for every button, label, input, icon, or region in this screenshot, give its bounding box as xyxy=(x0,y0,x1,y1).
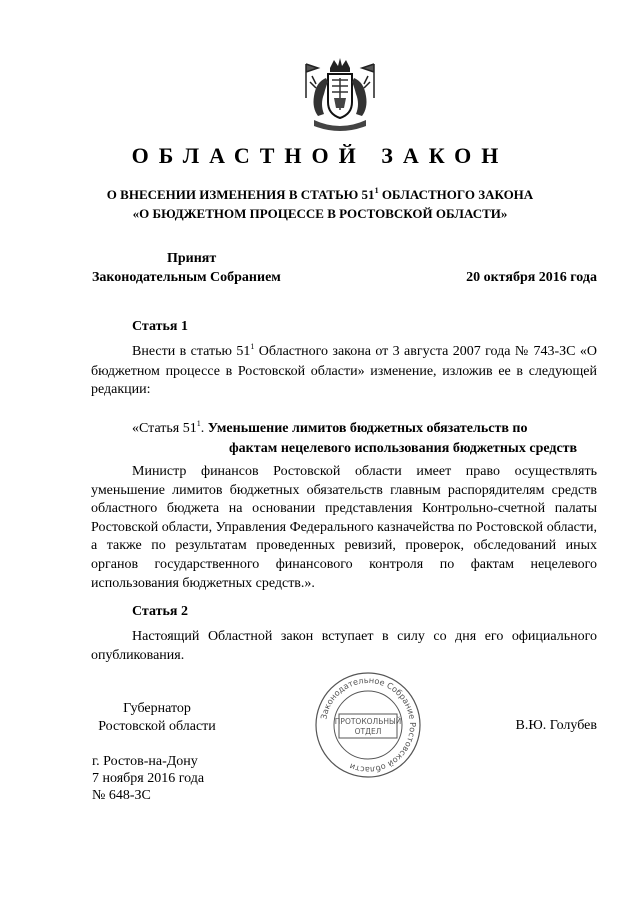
coat-of-arms-icon xyxy=(300,58,380,136)
footer-number: № 648-ЗС xyxy=(92,788,151,803)
subtitle-suffix: ОБЛАСТНОГО ЗАКОНА xyxy=(378,187,534,202)
law-subtitle xyxy=(40,186,600,222)
stamp-center-line1: ПРОТОКОЛЬНЫЙ xyxy=(334,717,402,726)
signature-position-line1: Губернатор xyxy=(123,701,191,716)
adopted-body: Законодательным Собранием xyxy=(92,270,281,285)
stamp-ring-textpath: Законодательное Собрание Ростовской области xyxy=(318,674,419,776)
subtitle-prefix: О ВНЕСЕНИИ ИЗМЕНЕНИЯ В СТАТЬЮ 51 xyxy=(106,187,375,202)
signature-name: В.Ю. Голубев xyxy=(515,718,597,733)
quoted-article-title-line2: фактам нецелевого использования бюджетных средств xyxy=(229,441,578,456)
place-and-number xyxy=(92,753,204,804)
article2-body: Настоящий Областной закон вступает в силу со дня его официального опубликования. xyxy=(91,629,597,663)
signature-position xyxy=(92,700,222,736)
quoted-article-body: Министр финансов Ростовской области имеет право осуществлять уменьшение лимитов бюджетных обязательств главным распорядителям средств областного бюджета на основании представления Контрольно-счетной палаты Ростовской области, Управления Федерального казначейства по Ростовской области, а также по результатам проведенных ревизий, проверок, обследований иных органов государственного финансового контроля по фактам нецелевого использования бюджетных средств.». xyxy=(91,464,597,591)
footer-date: 7 ноября 2016 года xyxy=(92,771,205,786)
adopted-label: Принят xyxy=(167,251,217,266)
quoted-article-superscript: 1 xyxy=(196,419,201,428)
footer-city: г. Ростов-на-Дону xyxy=(92,754,198,769)
article1-intro-superscript: 1 xyxy=(250,342,255,351)
article1-intro xyxy=(91,343,597,400)
subtitle-line2: «О БЮДЖЕТНОМ ПРОЦЕССЕ В РОСТОВСКОЙ ОБЛАСТИ» xyxy=(132,206,508,221)
signature-position-line2: Ростовской области xyxy=(98,719,216,734)
stamp-center-line2: ОТДЕЛ xyxy=(354,727,382,736)
quoted-article-heading xyxy=(132,419,602,458)
article1-heading: Статья 1 xyxy=(132,319,188,334)
quoted-article-title-line1: Уменьшение лимитов бюджетных обязательств по xyxy=(207,421,528,436)
law-title: ОБЛАСТНОЙ ЗАКОН xyxy=(131,143,509,168)
subtitle-superscript: 1 xyxy=(374,186,379,195)
article2-heading: Статья 2 xyxy=(132,604,188,619)
quoted-article-prefix: «Статья 51 xyxy=(132,421,197,436)
article1-intro-start: Внести в статью 51 xyxy=(132,344,251,359)
official-stamp xyxy=(313,670,423,780)
adopted-date: 20 октября 2016 года xyxy=(466,270,597,285)
article1-intro-end: Областного закона от 3 августа 2007 года № 743-ЗС «О бюджетном процессе в Ростовской области» изменение, изложив ее в следующей редакции: xyxy=(91,344,597,398)
quoted-article-dot: . xyxy=(200,421,205,436)
